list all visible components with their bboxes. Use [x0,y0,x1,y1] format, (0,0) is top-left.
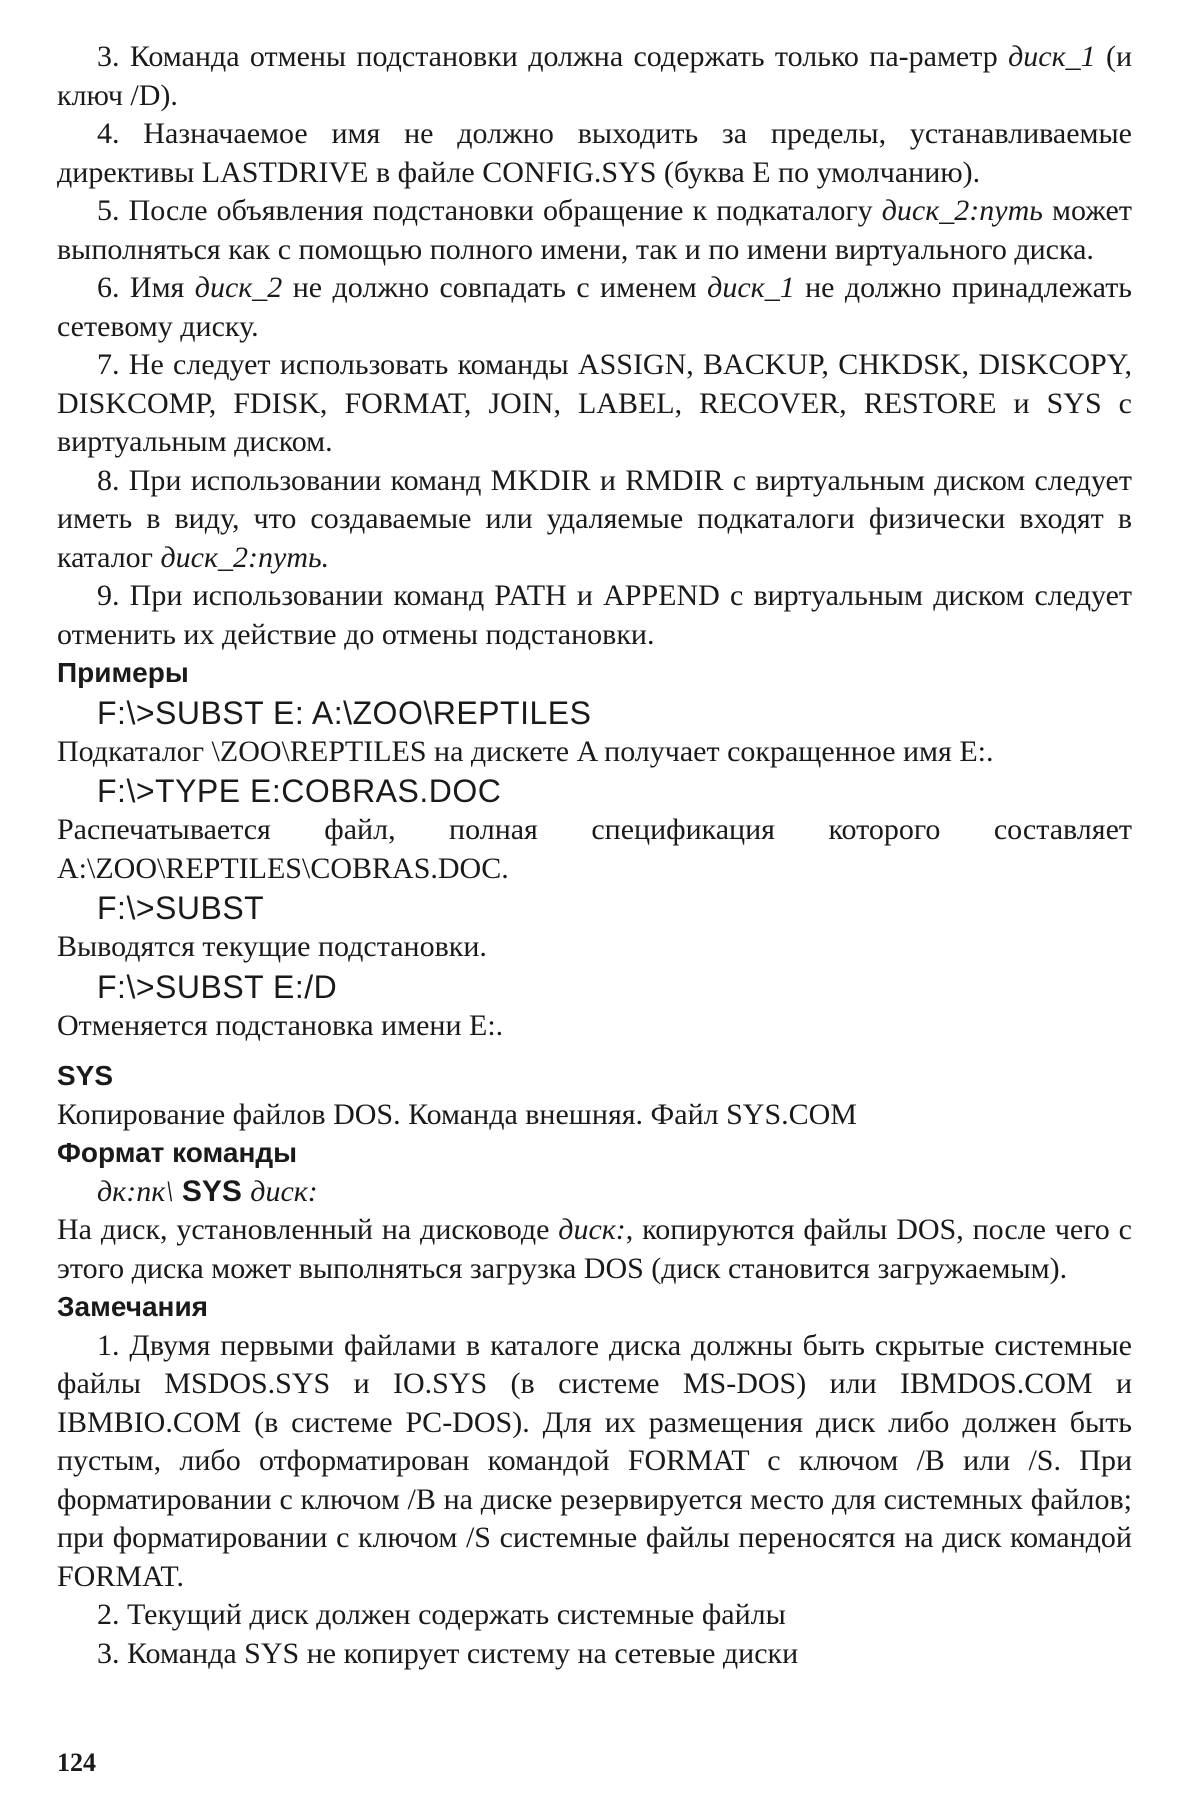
example-command-4: F:\>SUBST E:/D [97,968,338,1005]
example-description-1: Подкаталог \ZOO\REPTILES на дискете A получает сокращенное имя E:. [57,734,994,768]
note-item-3: 3. Команда отмены подстановки должна содержать только па-раметр диск_1 (и ключ /D). [57,40,1132,112]
sys-note-2: 2. Текущий диск должен содержать системные файлы [97,1598,786,1631]
example-description-2: Распечатывается файл, полная спецификация которого составляет A:\ZOO\REPTILES\COBRAS.DOC. [57,813,1132,885]
book-page [57,38,1132,1778]
note-item-4: 4. Назначаемое имя не должно выходить за пределы, устанавливаемые директивы LASTDRIVE в файле CONFIG.SYS (буква E по умолчанию). [57,117,1132,189]
param-disk1-b: диск_1 [707,271,795,304]
note-item-7: 7. Не следует использовать команды ASSIGN, BACKUP, CHKDSK, DISKCOPY, DISKCOMP, FDISK, FORMAT, JOIN, LABEL, RECOVER, RESTORE и SYS с виртуальным диском. [57,348,1132,458]
notes-heading: Замечания [57,1291,208,1322]
param-disk2: диск_2 [194,271,283,304]
sys-note-1: 1. Двумя первыми файлами в каталоге диска должны быть скрытые системные файлы MSDOS.SYS и IO.SYS (в системе MS-DOS) или IBMDOS.COM и IBMBIO.COM (в системе PC-DOS). Для их размещения диск либо должен быть пустым, либо отформатирован командой FORMAT с ключом /B или /S. При форматировании с ключом /B на диске резервируется место для системных файлов; при форматировании с ключом /S системные файлы переносятся на диск командой FORMAT. [57,1328,1132,1593]
sys-body: На диск, установленный на дисководе диск:, копируются файлы DOS, после чего с этого диска может выполняться загрузка DOS (диск становится загружаемым). [57,1213,1132,1285]
example-command-1: F:\>SUBST E: A:\ZOO\REPTILES [97,694,592,731]
note-item-6: 6. Имя диск_2 не должно совпадать с именем диск_1 не должно принадлежать сетевому диску. [57,271,1132,343]
note-item-8: 8. При использовании команд MKDIR и RMDIR с виртуальным диском следует иметь в виду, что создаваемые или удаляемые подкаталоги физически входят в каталог диск_2:путь. [57,463,1132,574]
examples-heading: Примеры [57,657,189,688]
sys-description: Копирование файлов DOS. Команда внешняя. Файл SYS.COM [57,1097,857,1131]
param-disk2-path: диск_2:путь [881,194,1043,227]
example-description-3: Выводятся текущие подстановки. [57,930,487,963]
sys-section-title: SYS [57,1060,114,1091]
example-description-4: Отменяется подстановка имени E:. [57,1008,504,1042]
param-disk1: диск_1 [1008,40,1096,73]
section-gap [57,1045,1132,1057]
note-item-5: 5. После объявления подстановки обращение к подкаталогу диск_2:путь может выполняться как с помощью полного имени, так и по имени виртуального диска. [57,194,1132,266]
param-disk2-path-b: диск_2:путь. [160,540,330,574]
example-command-2: F:\>TYPE E:COBRAS.DOC [97,773,502,809]
page-number: 124 [57,1748,96,1777]
sys-note-3: 3. Команда SYS не копирует систему на сетевые диски [97,1636,799,1670]
format-heading: Формат команды [57,1137,298,1168]
example-command-3: F:\>SUBST [97,890,265,926]
note-item-9: 9. При использовании команд PATH и APPEND с виртуальным диском следует отменить их действие до отмены подстановки. [57,579,1132,651]
command-syntax: дк:пк\ SYS диск: [97,1174,318,1208]
param-disk: диск: [558,1213,626,1246]
